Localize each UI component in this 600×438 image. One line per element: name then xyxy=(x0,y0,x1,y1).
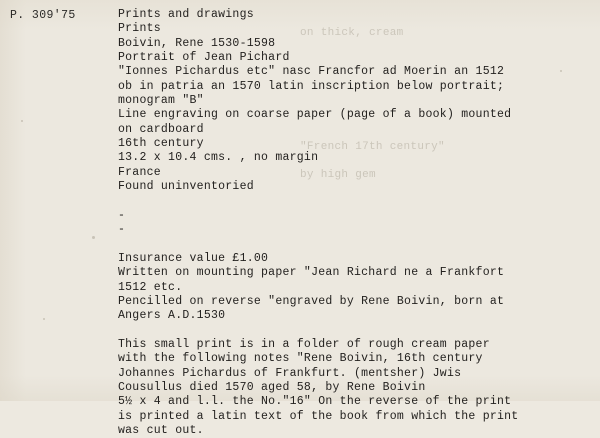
paper-speck xyxy=(560,70,562,72)
paper-speck xyxy=(21,120,23,122)
record-line: "Ionnes Pichardus etc" nasc Francfor ad Moerin an 1512 xyxy=(118,65,505,79)
record-line: This small print is in a folder of rough cream paper xyxy=(118,337,490,351)
record-line: Prints and drawings xyxy=(118,8,254,21)
record-line: with the following notes "Rene Boivin, 16th century xyxy=(118,352,483,366)
record-line: 1512 etc. xyxy=(118,280,183,294)
record-line: on cardboard xyxy=(118,122,204,136)
record-line: Line engraving on coarse paper (page of a book) mounted xyxy=(118,108,512,122)
reference-number: P. 309'75 xyxy=(10,9,76,22)
record-line: Boivin, Rene 1530-1598 xyxy=(118,36,276,50)
record-line: 13.2 x 10.4 cms. , no margin xyxy=(118,151,319,165)
record-line: Prints xyxy=(118,22,161,36)
record-line: 5½ x 4 and l.l. the No."16" On the reverse of the print xyxy=(118,395,512,409)
record-line: Angers A.D.1530 xyxy=(118,309,226,323)
record-line: Cousullus died 1570 aged 58, by Rene Boivin xyxy=(118,380,426,394)
paper-speck xyxy=(43,318,45,320)
record-line: ob in patria an 1570 latin inscription below portrait; xyxy=(118,79,505,93)
record-line: - xyxy=(118,208,126,222)
record-text-block xyxy=(118,8,592,438)
record-line: Insurance value £1.00 xyxy=(118,251,269,265)
line-gap xyxy=(118,194,592,208)
record-line: Written on mounting paper "Jean Richard ne a Frankfort xyxy=(118,266,505,280)
line-gap xyxy=(118,238,592,252)
record-line: is printed a latin text of the book from which the print xyxy=(118,409,519,423)
paper-speck xyxy=(92,236,95,239)
record-line: was cut out. xyxy=(118,423,204,437)
ghost-text-line-1: on thick, cream xyxy=(300,27,404,39)
record-line: 16th century xyxy=(118,137,204,151)
record-line: Pencilled on reverse "engraved by Rene Boivin, born at xyxy=(118,294,505,308)
record-line: Found uninventoried xyxy=(118,180,254,194)
record-line: - xyxy=(118,223,126,237)
record-line: France xyxy=(118,165,161,179)
record-line: Portrait of Jean Pichard xyxy=(118,51,290,65)
ghost-text-line-3: "French 17th century" xyxy=(300,141,445,153)
line-gap xyxy=(118,324,592,338)
record-line: Johannes Pichardus of Frankfurt. (mentsher) Jwis xyxy=(118,366,462,380)
ghost-text-line-4: by high gem xyxy=(300,169,376,181)
record-line: monogram "B" xyxy=(118,94,204,108)
